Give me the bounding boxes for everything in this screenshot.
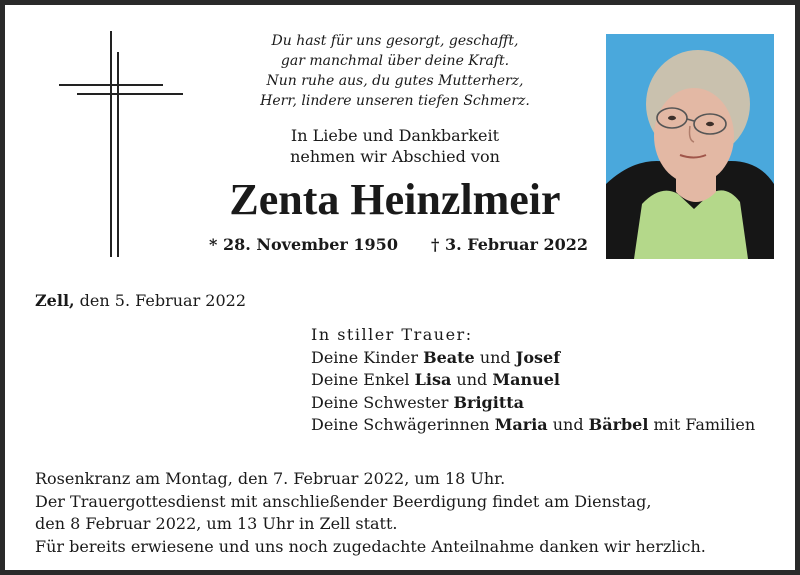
service-line: Für bereits erwiesene und uns noch zugedachte Anteilnahme danken wir herzlich. [35, 536, 706, 556]
farewell-intro [235, 125, 555, 167]
mourner-line [311, 392, 755, 415]
mourner-joiner: und [474, 347, 516, 367]
poem-line: gar manchmal über deine Kraft. [280, 53, 510, 69]
mourner-name: Josef [515, 347, 561, 367]
mourner-name: Lisa [414, 370, 452, 389]
mourner-relation: Deine Schwägerinnen [311, 415, 495, 434]
mourner-line [311, 347, 755, 370]
poem-line: Herr, lindere unseren tiefen Schmerz. [260, 93, 530, 109]
mourner-name: Bärbel [588, 415, 649, 434]
poem-line: Nun ruhe aus, du gutes Mutterherz, [266, 73, 524, 89]
mourner-joiner: und [547, 415, 589, 434]
mourner-relation: Deine Schwester [311, 392, 454, 412]
mourners-list [311, 324, 755, 437]
service-line: Rosenkranz am Montag, den 7. Februar 2022, um 18 Uhr. [35, 469, 506, 488]
place-name: Zell, [35, 291, 75, 310]
service-line: Der Trauergottesdienst mit anschließender Beerdigung findet am Dienstag, [35, 491, 652, 511]
cross-icon [55, 31, 189, 261]
service-details [35, 468, 706, 558]
poem-line: Du hast für uns gesorgt, geschafft, [271, 33, 519, 49]
death-date: † 3. Februar 2022 [431, 235, 589, 254]
place-and-date [35, 290, 246, 312]
portrait-photo [606, 34, 774, 259]
deceased-name: Zenta Heinzlmeir [229, 175, 561, 224]
poem [235, 31, 555, 111]
mourner-name: Brigitta [453, 392, 524, 412]
mourner-name: Maria [494, 415, 548, 434]
intro-line: nehmen wir Abschied von [290, 147, 500, 166]
portrait-image [606, 34, 774, 259]
mourner-line [311, 414, 755, 437]
mourners-heading: In stiller Trauer: [311, 325, 473, 344]
mourner-suffix: mit Familien [648, 415, 756, 434]
mourner-name: Beate [423, 347, 475, 367]
mourner-relation: Deine Kinder [311, 347, 424, 367]
birth-date: * 28. November 1950 [209, 235, 398, 254]
mourner-relation: Deine Enkel [311, 370, 415, 389]
service-line: den 8 Februar 2022, um 13 Uhr in Zell statt. [35, 514, 398, 533]
mourner-name: Manuel [492, 370, 560, 389]
notice-date: den 5. Februar 2022 [74, 291, 247, 310]
intro-line: In Liebe und Dankbarkeit [290, 126, 500, 145]
mourner-joiner: und [451, 370, 493, 389]
mourner-line [311, 369, 755, 392]
